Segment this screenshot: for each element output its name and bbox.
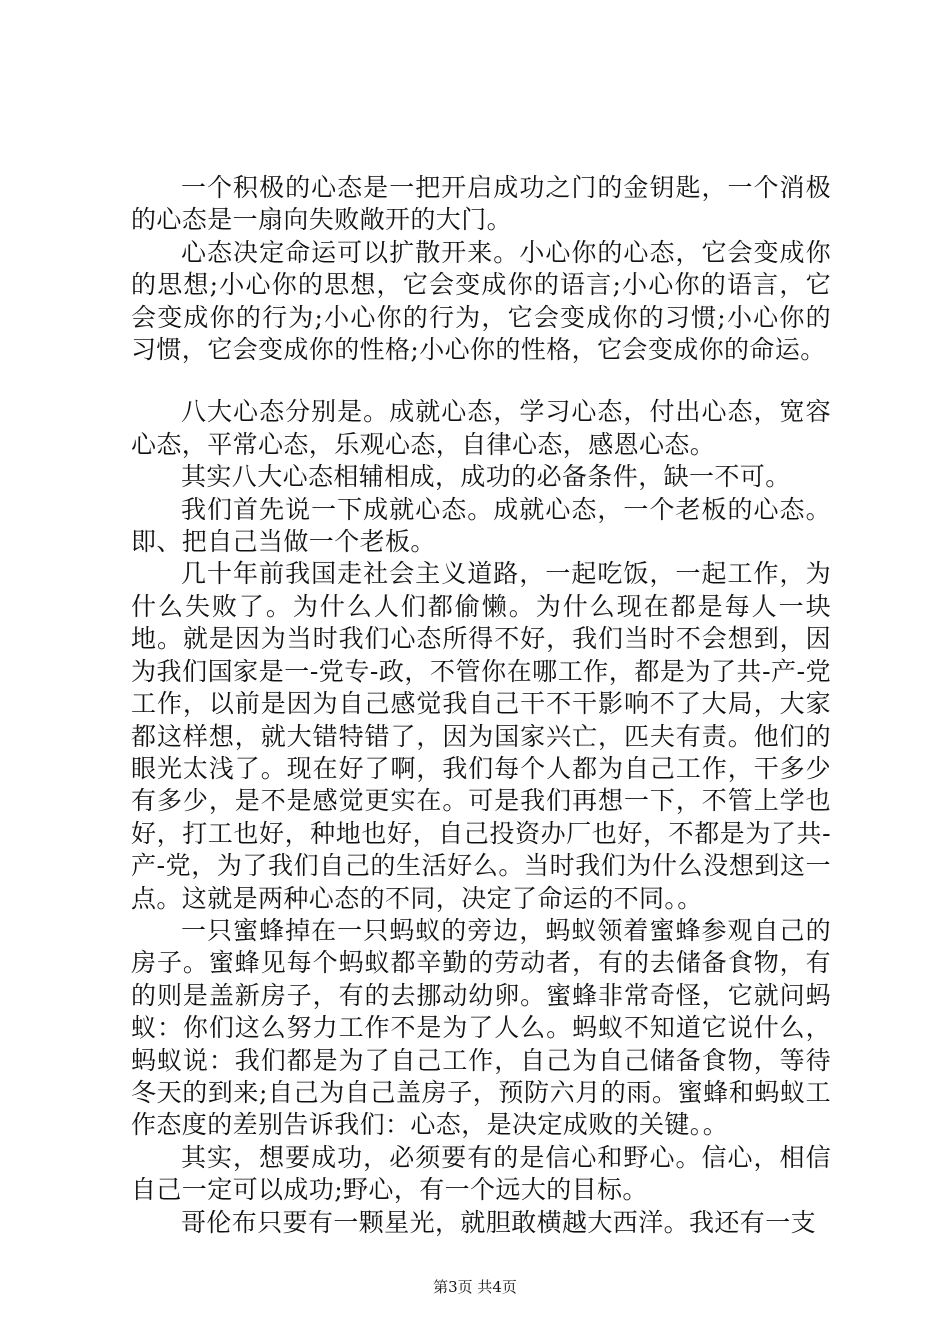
paragraph-2: 心态决定命运可以扩散开来。小心你的心态，它会变成你的思想;小心你的思想，它会变成你的语言;小心你的语言，它会变成你的行为;小心你的行为，它会变成你的习惯;小心你的习惯，它会变成你的性格;小心你的性格，它会变成你的命运。 (131, 237, 831, 365)
document-body (131, 172, 831, 1239)
page-footer: 第3页 共4页 (433, 1278, 517, 1296)
paragraph-5: 我们首先说一下成就心态。成就心态，一个老板的心态。即、把自己当做一个老板。 (131, 494, 831, 557)
paragraph-1: 一个积极的心态是一把开启成功之门的金钥匙，一个消极的心态是一扇向失败敞开的大门。 (131, 173, 831, 235)
paragraph-8: 其实，想要成功，必须要有的是信心和野心。信心，相信自己一定可以成功;野心，有一个远大的目标。 (131, 1142, 831, 1205)
paragraph-3: 八大心态分别是。成就心态，学习心态，付出心态，宽容心态，平常心态，乐观心态，自律心态，感恩心态。 (131, 397, 831, 459)
paragraph-6: 几十年前我国走社会主义道路，一起吃饭，一起工作，为什么失败了。为什么人们都偷懒。为什么现在都是每人一块地。就是因为当时我们心态所得不好，我们当时不会想到，因为我们国家是一-党专-政，不管你在哪工作，都是为了共-产-党工作，以前是因为自己感觉我自己干不干影响不了大局，大家都这样想，就大错特错了，因为国家兴亡，匹夫有责。他们的眼光太浅了。现在好了啊，我们每个人都为自己工作，干多少有多少，是不是感觉更实在。可是我们再想一下，不管上学也好，打工也好，种地也好，自己投资办厂也好，不都是为了共-产-党，为了我们自己的生活好么。当时我们为什么没想到这一点。这就是两种心态的不同，决定了命运的不同。。 (131, 559, 831, 913)
paragraph-7: 一只蜜蜂掉在一只蚂蚁的旁边，蚂蚁领着蜜蜂参观自己的房子。蜜蜂见每个蚂蚁都辛勤的劳动者，有的去储备食物，有的则是盖新房子，有的去挪动幼卵。蜜蜂非常奇怪，它就问蚂蚁：你们这么努力工作不是为了人么。蚂蚁不知道它说什么，蚂蚁说：我们都是为了自己工作，自己为自己储备食物，等待冬天的到来;自己为自己盖房子，预防六月的雨。蜜蜂和蚂蚁工作态度的差别告诉我们：心态，是决定成败的关键。。 (131, 915, 831, 1140)
paragraph-4: 其实八大心态相辅相成，成功的必备条件，缺一不可。 (181, 462, 791, 492)
paragraph-9: 哥伦布只要有一颗星光，就胆敢横越大西洋。我还有一支 (181, 1207, 817, 1237)
